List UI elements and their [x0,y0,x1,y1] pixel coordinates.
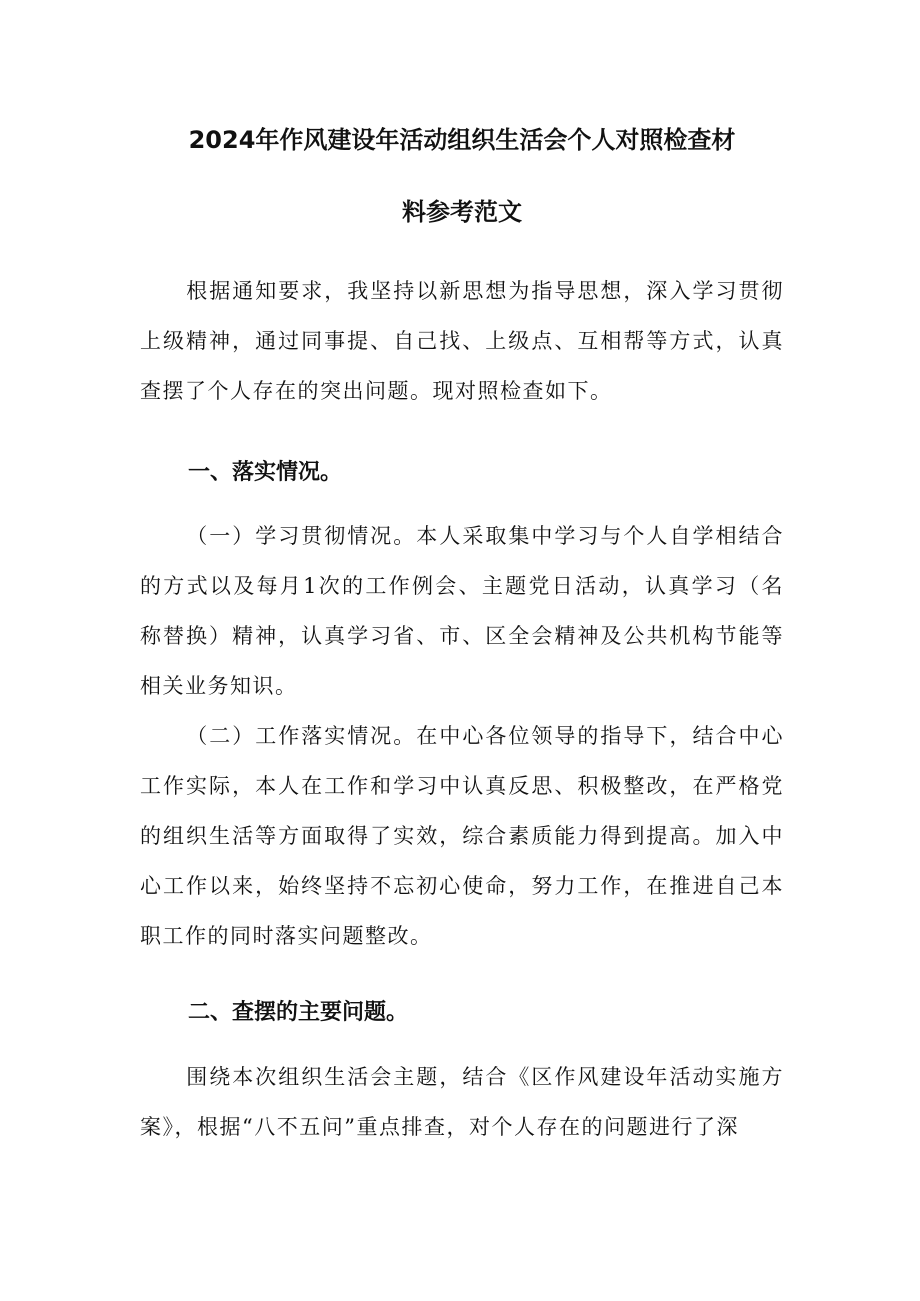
section-2-paragraph-1: 围绕本次组织生活会主题，结合《区作风建设年活动实施方案》，根据“八不五问”重点排查，对个人存在的问题进行了深 [140,1065,784,1139]
section-2-heading: 二、查摆的主要问题。 [188,1000,409,1025]
intro-paragraph: 根据通知要求，我坚持以新思想为指导思想，深入学习贯彻上级精神，通过同事提、自己找、上级点、互相帮等方式，认真查摆了个人存在的突出问题。现对照检查如下。 [140,279,784,403]
section-1-paragraph-2: （二）工作落实情况。在中心各位领导的指导下，结合中心工作实际，本人在工作和学习中认真反思、积极整改，在严格党的组织生活等方面取得了实效，综合素质能力得到提高。加入中心工作以来，始终坚持不忘初心使命，努力工作，在推进自己本职工作的同时落实问题整改。 [140,724,784,948]
document-title-line-2: 料参考范文 [402,198,522,226]
section-1-heading: 一、落实情况。 [188,460,343,485]
section-1-paragraph-1: （一）学习贯彻情况。本人采取集中学习与个人自学相结合的方式以及每月1次的工作例会、主题党日活动，认真学习（名称替换）精神，认真学习省、市、区全会精神及公共机构节能等相关业务知识。 [140,524,784,698]
document-title-line-1: 2024年作风建设年活动组织生活会个人对照检查材 [188,126,736,154]
